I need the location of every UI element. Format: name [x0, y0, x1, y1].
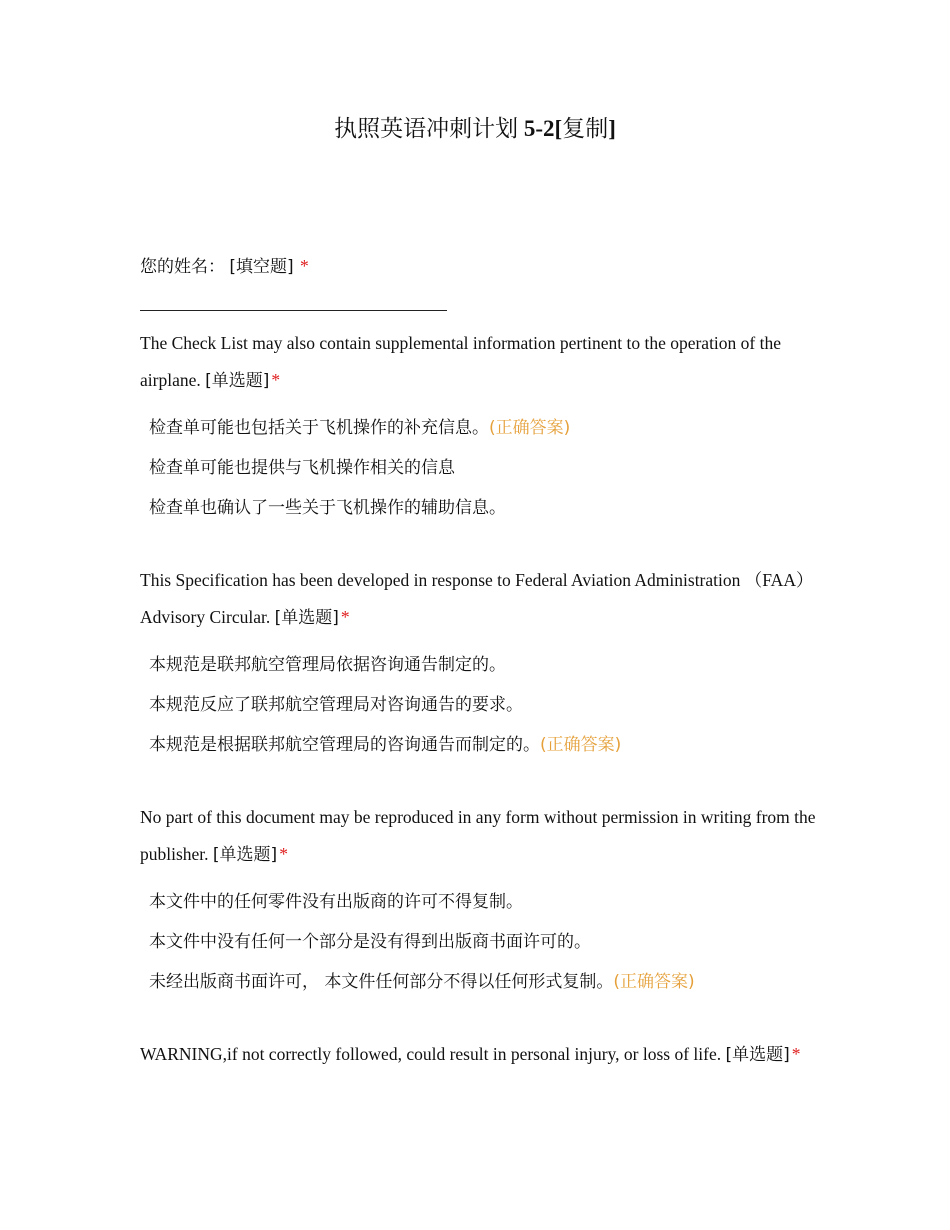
- question-block: [140, 1036, 820, 1074]
- question-stem: The Check List may also contain supplemental information pertinent to the operation of the airplane.: [140, 333, 782, 390]
- title-text: 执照英语冲刺计划: [334, 116, 519, 141]
- required-mark: *: [791, 1044, 801, 1064]
- question-block: [140, 562, 820, 765]
- option-label: 本规范反应了联邦航空管理局对咨询通告的要求。: [149, 695, 523, 715]
- title-suffix: 复制: [562, 116, 609, 141]
- option-list: [149, 882, 820, 1002]
- answer-option[interactable]: [149, 448, 820, 488]
- survey-content: [140, 248, 820, 1108]
- option-label: 未经出版商书面许可， 本文件任何部分不得以任何形式复制。: [149, 972, 614, 992]
- question-list: [140, 325, 820, 1074]
- question-text: [140, 799, 820, 874]
- correct-answer-badge: (正确答案): [613, 972, 695, 992]
- answer-option[interactable]: [149, 408, 820, 448]
- correct-answer-badge: (正确答案): [540, 735, 622, 755]
- option-label: 检查单也确认了一些关于飞机操作的辅助信息。: [149, 498, 506, 518]
- answer-option[interactable]: [149, 882, 820, 922]
- required-mark: *: [279, 844, 288, 864]
- option-label: 本规范是联邦航空管理局依据咨询通告制定的。: [149, 655, 506, 675]
- question-block: [140, 799, 820, 1002]
- question-type-tag: [单选题]: [725, 1045, 790, 1065]
- question-stem: No part of this document may be reproduced in any form without permission in writing from the publisher.: [140, 807, 816, 864]
- question-type-tag: [单选题]: [274, 608, 339, 628]
- question-block: [140, 325, 820, 528]
- question-stem: WARNING,if not correctly followed, could result in personal injury, or loss of life.: [140, 1044, 722, 1064]
- name-label: 您的姓名：: [140, 257, 225, 277]
- question-type-tag: [单选题]: [205, 371, 270, 391]
- question-stem: This Specification has been developed in response to Federal Aviation Administration （FAA） Advisory Circular.: [140, 570, 814, 627]
- question-text: [140, 325, 820, 400]
- title-bracket: ]: [608, 116, 616, 141]
- name-question: [140, 248, 820, 311]
- answer-option[interactable]: [149, 962, 820, 1002]
- option-label: 检查单可能也包括关于飞机操作的补充信息。: [149, 418, 489, 438]
- question-text: [140, 562, 820, 637]
- option-list: [149, 408, 820, 528]
- answer-option[interactable]: [149, 488, 820, 528]
- name-fill-blank[interactable]: [140, 310, 447, 311]
- question-type-tag: [填空题]: [229, 257, 294, 277]
- correct-answer-badge: (正确答案): [489, 418, 571, 438]
- option-label: 本规范是根据联邦航空管理局的咨询通告而制定的。: [149, 735, 540, 755]
- title-number: 5-2[: [523, 116, 563, 141]
- option-label: 本文件中没有任何一个部分是没有得到出版商书面许可的。: [149, 932, 591, 952]
- answer-option[interactable]: [149, 685, 820, 725]
- answer-option[interactable]: [149, 922, 820, 962]
- answer-option[interactable]: [149, 725, 820, 765]
- required-mark: *: [300, 256, 309, 276]
- required-mark: *: [340, 607, 350, 627]
- answer-option[interactable]: [149, 645, 820, 685]
- option-label: 检查单可能也提供与飞机操作相关的信息: [149, 458, 455, 478]
- page-title: [0, 110, 950, 143]
- required-mark: *: [271, 370, 281, 390]
- option-label: 本文件中的任何零件没有出版商的许可不得复制。: [149, 892, 523, 912]
- question-text: [140, 1036, 820, 1074]
- option-list: [149, 645, 820, 765]
- question-type-tag: [单选题]: [212, 845, 278, 865]
